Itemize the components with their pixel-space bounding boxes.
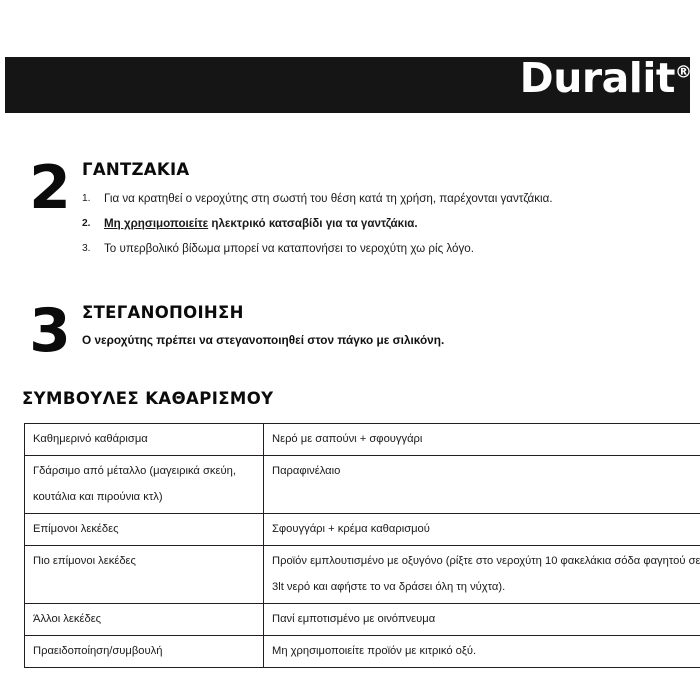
list-item-emphasis: Μη χρησιμοποιείτε [104, 217, 209, 230]
section-body [82, 160, 682, 261]
cleaning-method-cell: Νερό με σαπούνι + σφουγγάρι [264, 424, 700, 456]
list-item-marker: 2. [82, 218, 91, 229]
cleaning-method-cell: Σφουγγάρι + κρέμα καθαρισμού [264, 514, 700, 546]
section-paragraph: Ο νεροχύτης πρέπει να στεγανοποιηθεί στον πάγκο με σιλικόνη. [82, 333, 445, 347]
registered-trademark-icon: ® [675, 62, 692, 83]
list-item [82, 186, 682, 211]
list-item [82, 211, 682, 236]
cleaning-method-cell: Πανί εμποτισμένο με οινόπνευμα [264, 604, 700, 636]
list-item-marker: 3. [82, 243, 91, 254]
table-row [25, 546, 700, 604]
cleaning-method-cell: Παραφινέλαιο [264, 456, 700, 514]
instruction-list [82, 186, 682, 261]
section-title: ΣΤΕΓΑΝΟΠΟΙΗΣΗ [82, 303, 244, 322]
stain-type-cell: Πιο επίμονοι λεκέδες [25, 546, 264, 604]
table-row [25, 514, 700, 546]
cleaning-method-cell: Μη χρησιμοποιείτε προϊόν με κιτρικό οξύ. [264, 636, 700, 668]
section-number: 3 [29, 296, 71, 366]
table-row [25, 636, 700, 668]
stain-type-cell: Άλλοι λεκέδες [25, 604, 264, 636]
table-row [25, 424, 700, 456]
section-body [82, 303, 682, 351]
cleaning-method-cell: Προϊόν εμπλουτισμένο με οξυγόνο (ρίξτε στο νεροχύτη 10 φακελάκια σόδα φαγητού σε 3lt νερό και αφήστε το να δράσει όλη τη νύχτα). [264, 546, 700, 604]
list-item-text: Για να κρατηθεί ο νεροχύτης στη σωστή του θέση κατά τη χρήση, παρέχονται γαντζάκια. [104, 192, 553, 205]
cleaning-tips-table [24, 423, 700, 668]
brand-logo-text: Duralit [519, 54, 675, 102]
list-item [82, 236, 682, 261]
list-item-text: Το υπερβολικό βίδωμα μπορεί να καταπονήσει το νεροχύτη χω ρίς λόγο. [104, 242, 474, 255]
stain-type-cell: Πραειδοποίηση/συμβουλή [25, 636, 264, 668]
table-row [25, 456, 700, 514]
list-item-marker: 1. [82, 193, 91, 204]
stain-type-cell: Γδάρσιμο από μέταλλο (μαγειρικά σκεύη, κουτάλια και πιρούνια κτλ) [25, 456, 264, 514]
stain-type-cell: Επίμονοι λεκέδες [25, 514, 264, 546]
list-item-text: ηλεκτρικό κατσαβίδι για τα γαντζάκια. [208, 217, 418, 230]
stain-type-cell: Καθημερινό καθάρισμα [25, 424, 264, 456]
section-title: ΓΑΝΤΖΑΚΙΑ [82, 160, 190, 179]
section-number: 2 [29, 153, 71, 223]
table-row [25, 604, 700, 636]
brand-logo [520, 50, 692, 106]
cleaning-tips-heading: ΣΥΜΒΟΥΛΕΣ ΚΑΘΑΡΙΣΜΟΥ [22, 389, 274, 408]
